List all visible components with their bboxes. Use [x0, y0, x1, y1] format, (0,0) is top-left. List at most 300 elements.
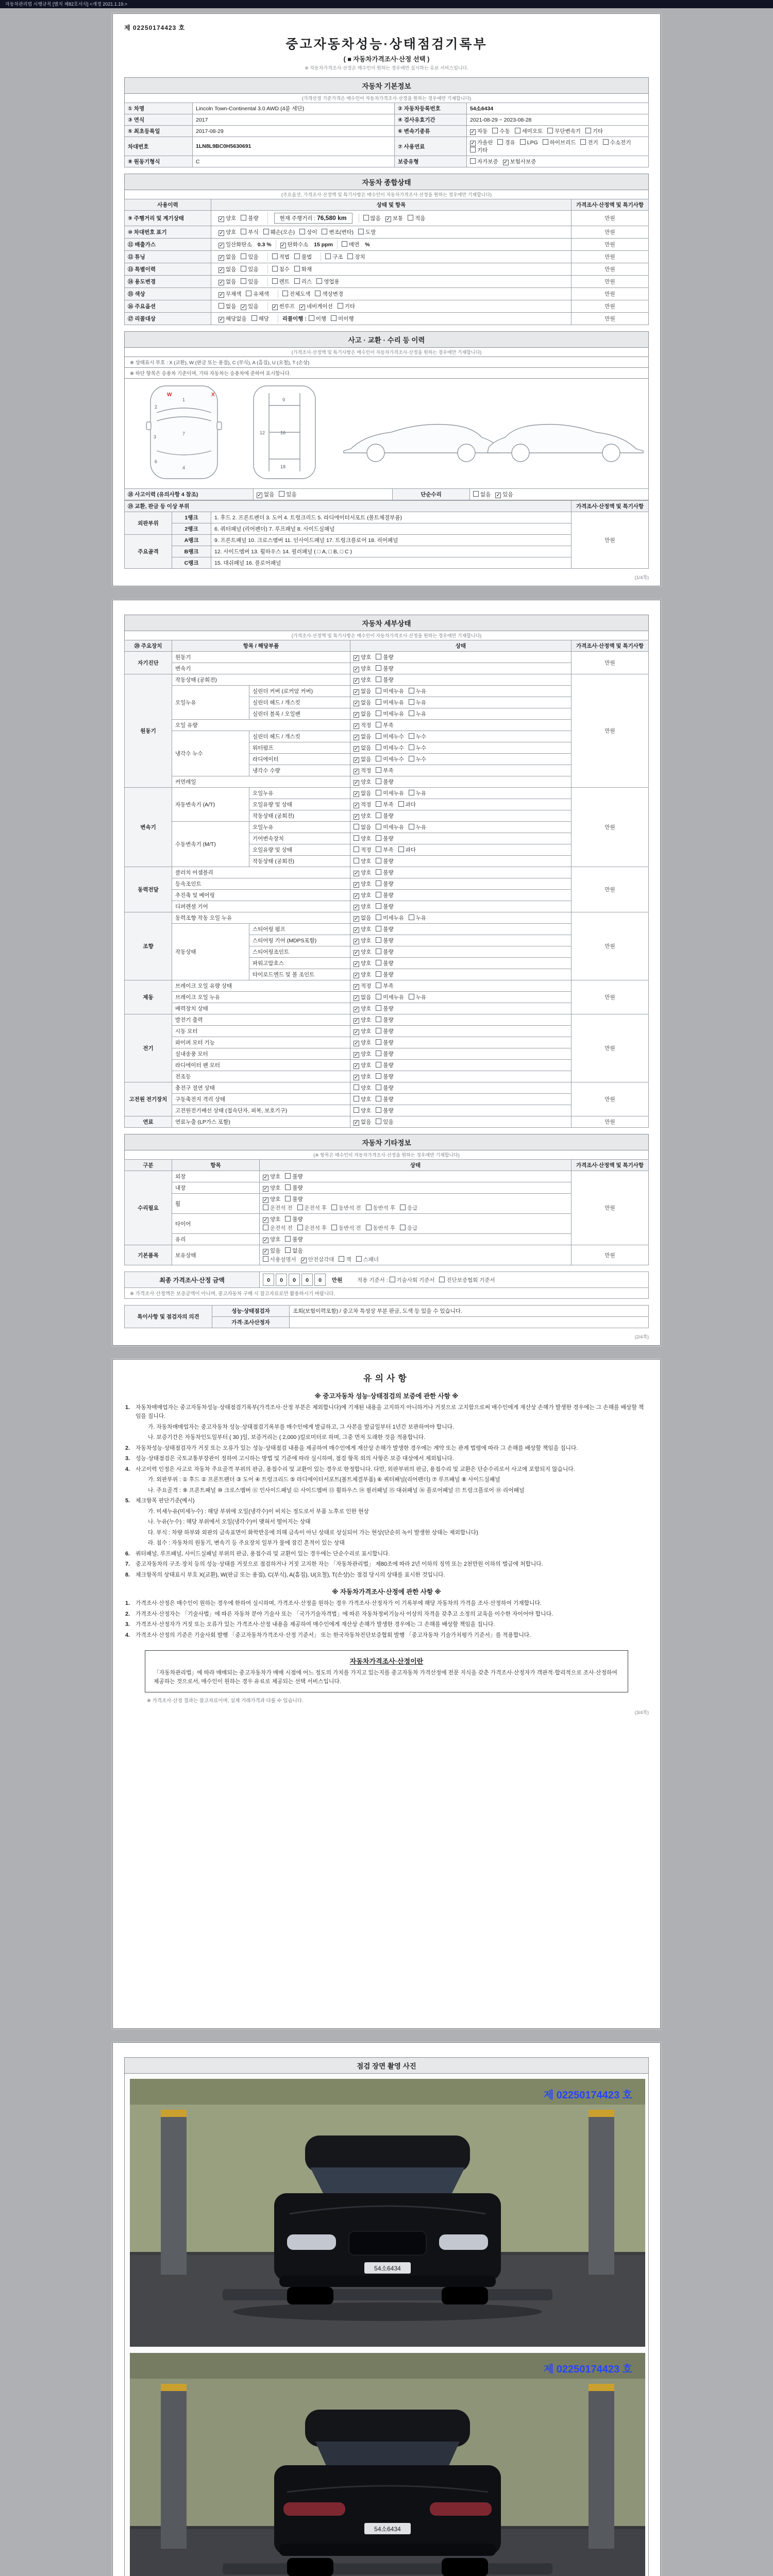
- checkbox-불량[interactable]: [376, 812, 381, 818]
- option-없음: [354, 755, 371, 763]
- checkbox-label: 양호: [361, 938, 372, 944]
- checkbox-잭[interactable]: [339, 1256, 344, 1262]
- checkbox-누유[interactable]: [409, 688, 414, 693]
- checkbox-해당[interactable]: [251, 315, 257, 321]
- option-불량: [285, 1215, 303, 1223]
- checkbox-불량[interactable]: [376, 960, 381, 965]
- checkbox-유채색[interactable]: [246, 291, 251, 296]
- checkbox-적정[interactable]: ✓: [354, 723, 359, 729]
- checkbox-양호[interactable]: ✓: [354, 1041, 359, 1046]
- checkbox-없음[interactable]: ✓: [257, 493, 262, 498]
- option-상이: [299, 228, 317, 236]
- checkbox-도말[interactable]: [358, 229, 364, 234]
- checkbox-동반석 전[interactable]: [331, 1225, 337, 1230]
- etc-item: 외장: [172, 1171, 260, 1182]
- checkbox-불량[interactable]: [376, 1107, 381, 1113]
- checkbox-양호[interactable]: ✓: [354, 1075, 359, 1080]
- checkbox-양호[interactable]: ✓: [354, 893, 359, 899]
- checkbox-기타[interactable]: [585, 128, 591, 133]
- checkbox-있음[interactable]: ✓: [241, 304, 246, 310]
- option-보험사보증: [503, 158, 536, 165]
- option-적정: [354, 846, 371, 854]
- checkbox-label: 변조(변타): [329, 229, 354, 235]
- checkbox-불량[interactable]: [376, 1005, 381, 1011]
- checkbox-없음[interactable]: ✓: [354, 689, 359, 695]
- checkbox-불량[interactable]: [376, 1050, 381, 1056]
- detail-status: [350, 788, 572, 799]
- checkbox-누수[interactable]: [409, 756, 414, 761]
- device-group-제동: 제동: [125, 980, 172, 1014]
- option-스패너: [356, 1256, 379, 1263]
- checkbox-label: 부족: [383, 768, 394, 774]
- etc-group-기본품목: 기본품목: [125, 1245, 172, 1265]
- status-group: [267, 277, 348, 286]
- checkbox-있음[interactable]: [376, 1118, 381, 1124]
- checkbox-양호[interactable]: [354, 835, 359, 841]
- checkbox-보통[interactable]: ✓: [386, 216, 391, 222]
- checkbox-label: 미세누유: [383, 688, 404, 694]
- option-불량: [376, 971, 393, 978]
- notice-text: 성능·상태점검은 국토교통부장관이 정하여 고시하는 방법 및 기준에 따라 실시하며, 점검 항목 외의 사항은 보증 대상에서 제외됩니다.: [136, 1455, 454, 1462]
- checkbox-세미오토[interactable]: [515, 128, 520, 133]
- checkbox-부족[interactable]: [376, 767, 381, 773]
- section-detail-title: 자동차 세부상태: [124, 615, 649, 631]
- checkbox-렌트[interactable]: [272, 278, 278, 284]
- checkbox-있음[interactable]: [241, 266, 246, 272]
- checkbox-불량[interactable]: [376, 1084, 381, 1090]
- checkbox-양호[interactable]: [354, 1107, 359, 1113]
- option-유채색: [246, 290, 268, 298]
- checkbox-양호[interactable]: ✓: [354, 814, 359, 820]
- checkbox-없음[interactable]: [285, 1247, 291, 1253]
- option-불량: [376, 857, 393, 865]
- checkbox-응급[interactable]: [400, 1225, 406, 1230]
- checkbox-운전석 전[interactable]: [263, 1225, 268, 1230]
- option-없음: [354, 744, 371, 752]
- checkbox-label: 상이: [307, 229, 317, 235]
- checkbox-불량[interactable]: [376, 676, 381, 682]
- option-불량: [376, 812, 393, 820]
- notice-number: 4.: [125, 1632, 130, 1638]
- checkbox-누유[interactable]: [409, 824, 414, 829]
- checkbox-적법[interactable]: [272, 253, 278, 259]
- summary-header: 사용이력: [125, 199, 211, 211]
- option-양호: [354, 1095, 371, 1103]
- option-경유: [497, 139, 515, 146]
- price-digit-boxes: [263, 1277, 327, 1283]
- notice-item: [125, 1571, 648, 1580]
- checkbox-label: 진단보증협회 기준서: [446, 1277, 495, 1283]
- checkbox-없음[interactable]: ✓: [219, 267, 224, 273]
- notice-number: 3.: [125, 1455, 130, 1462]
- checkbox-양호[interactable]: ✓: [354, 950, 359, 956]
- checkbox-부족[interactable]: [376, 982, 381, 988]
- device-group-동력전달: 동력전달: [125, 867, 172, 912]
- checkbox-누유[interactable]: [409, 994, 414, 999]
- checkbox-없음[interactable]: ✓: [354, 735, 359, 740]
- checkbox-불량[interactable]: [285, 1173, 291, 1179]
- checkbox-없음[interactable]: [354, 824, 359, 829]
- checkbox-색상변경[interactable]: [315, 291, 321, 296]
- checkbox-없음[interactable]: ✓: [354, 746, 359, 752]
- summary-label: ⑩ 차대번호 표기: [125, 226, 211, 239]
- checkbox-양호[interactable]: ✓: [354, 667, 359, 672]
- checkbox-양호[interactable]: ✓: [354, 871, 359, 876]
- checkbox-label: 미세누유: [383, 790, 404, 796]
- checkbox-label: 네비게이션: [307, 303, 333, 310]
- checkbox-label: 양호: [361, 654, 372, 660]
- checkbox-불법[interactable]: [294, 253, 300, 259]
- checkbox-과다[interactable]: [398, 846, 404, 852]
- detail-status: [350, 969, 572, 980]
- checkbox-동반석 전[interactable]: [331, 1205, 337, 1210]
- checkbox-사용설명서[interactable]: [263, 1256, 268, 1262]
- checkbox-label: 수소전기: [610, 140, 631, 146]
- checkbox-없음[interactable]: [473, 491, 479, 497]
- checkbox-양호[interactable]: ✓: [354, 1063, 359, 1069]
- checkbox-불량[interactable]: [376, 1073, 381, 1079]
- checkbox-불량[interactable]: [376, 1062, 381, 1067]
- checkbox-안전삼각대[interactable]: ✓: [301, 1258, 306, 1263]
- checkbox-자동[interactable]: ✓: [470, 129, 475, 135]
- checkbox-전기[interactable]: [580, 139, 586, 145]
- checkbox-구조[interactable]: [325, 253, 331, 259]
- etc-status: [260, 1182, 572, 1194]
- checkbox-양호[interactable]: ✓: [354, 1018, 359, 1024]
- checkbox-부족[interactable]: [376, 722, 381, 727]
- rank-label: A랭크: [172, 535, 211, 546]
- checkbox-불량[interactable]: [241, 215, 246, 221]
- checkbox-없음[interactable]: ✓: [219, 280, 224, 285]
- notice-item: [125, 1539, 648, 1548]
- checkbox-매연[interactable]: [342, 241, 347, 247]
- checkbox-불량[interactable]: [376, 869, 381, 875]
- price-cell: 만원: [572, 300, 649, 313]
- option-부족: [376, 721, 393, 729]
- basic-field-value: 2017: [193, 114, 395, 126]
- checkbox-자가보증[interactable]: [470, 158, 476, 164]
- option-리스: [294, 278, 312, 285]
- checkbox-label: 양호: [361, 892, 372, 899]
- checkbox-미세누유[interactable]: [376, 914, 381, 920]
- option-없음: [285, 1247, 303, 1255]
- checkbox-진단보증협회 기준서[interactable]: [439, 1277, 445, 1282]
- checkbox-적음[interactable]: [408, 215, 413, 221]
- checkbox-미세누유[interactable]: [376, 824, 381, 829]
- detail-subitem: 파워고압호스: [249, 958, 350, 969]
- notice-text: 중고자동차의 구조·장치 등의 성능·상태를 거짓으로 점검하거나 거짓 고지한 자는 「자동차관리법」 제80조에 따라 2년 이하의 징역 또는 2천만원 이하의 벌금에 처합니다.: [136, 1561, 543, 1568]
- svg-text:X: X: [211, 392, 215, 398]
- checkbox-누유[interactable]: [409, 699, 414, 705]
- checkbox-양호[interactable]: [354, 1096, 359, 1101]
- checkbox-미세누수[interactable]: [376, 756, 381, 761]
- checkbox-운전석 후[interactable]: [297, 1225, 303, 1230]
- checkbox-label: 양호: [361, 1108, 372, 1114]
- checkbox-썬루프[interactable]: ✓: [272, 304, 277, 310]
- checkbox-label: 누수: [415, 734, 427, 740]
- detail-header-status: 상태: [350, 640, 572, 652]
- checkbox-양호[interactable]: ✓: [263, 1197, 268, 1203]
- checkbox-화재[interactable]: [294, 266, 300, 272]
- checkbox-부식[interactable]: [241, 229, 246, 234]
- checkbox-스패너[interactable]: [356, 1256, 362, 1262]
- detail-row: [125, 1014, 649, 1026]
- checkbox-수동[interactable]: [492, 128, 498, 133]
- checkbox-불량[interactable]: [376, 1039, 381, 1045]
- checkbox-미세누유[interactable]: [376, 790, 381, 795]
- checkbox-없음[interactable]: ✓: [354, 757, 359, 763]
- price-appraisal-select[interactable]: ( ■ 자동차가격조사·산정 선택 ): [343, 56, 430, 63]
- detail-status: [350, 731, 572, 742]
- checkbox-동반석 후[interactable]: [366, 1225, 372, 1230]
- inspection-photo-front: [130, 2079, 645, 2347]
- notice-text: 나. 주요골격 : ⑨ 프론트패널 ⑩ 크로스멤버 ⑪ 인사이드패널 ⑫ 사이드멤버 ⑬ 휠하우스 ⑭ 필러패널 ⑮ 대쉬패널 ⑯ 플로어패널 ⑰ 트렁크플로어 ⑱ 리어패널: [148, 1487, 525, 1494]
- checkbox-있음[interactable]: ✓: [263, 1249, 268, 1255]
- checkbox-없음[interactable]: ✓: [354, 995, 359, 1001]
- checkbox-기술사회 기준서[interactable]: [390, 1277, 395, 1282]
- price-cell: 만원: [572, 1082, 649, 1116]
- checkbox-양호[interactable]: ✓: [354, 1029, 359, 1035]
- checkbox-없음[interactable]: [219, 303, 224, 309]
- checkbox-운전석 후[interactable]: [297, 1205, 303, 1210]
- checkbox-없음[interactable]: ✓: [354, 1120, 359, 1126]
- checkbox-네비게이션[interactable]: ✓: [300, 304, 305, 310]
- checkbox-부족[interactable]: [376, 801, 381, 807]
- option-양호: [263, 1235, 280, 1243]
- checkbox-많음[interactable]: [363, 215, 369, 221]
- checkbox-탄화수소[interactable]: ✓: [280, 243, 285, 248]
- checkbox-양호[interactable]: ✓: [354, 939, 359, 944]
- checkbox-양호[interactable]: [354, 1084, 359, 1090]
- detail-row: [125, 788, 649, 799]
- checkbox-label: 운전석 전: [270, 1205, 293, 1211]
- option-장치: [347, 253, 365, 261]
- checkbox-무단변속기[interactable]: [547, 128, 553, 133]
- checkbox-불량[interactable]: [376, 665, 381, 671]
- checkbox-양호[interactable]: ✓: [354, 973, 359, 978]
- checkbox-기타[interactable]: [470, 147, 476, 152]
- checkbox-없음[interactable]: ✓: [354, 712, 359, 718]
- checkbox-양호[interactable]: ✓: [354, 882, 359, 888]
- checkbox-불량[interactable]: [376, 1016, 381, 1022]
- checkbox-누유[interactable]: [409, 710, 414, 716]
- notice-item: [125, 1610, 648, 1619]
- option-부식: [241, 228, 258, 236]
- option-양호: [263, 1195, 280, 1203]
- etc-extra-options: [263, 1224, 568, 1232]
- checkbox-침수[interactable]: [272, 266, 278, 272]
- checkbox-label: 양호: [361, 858, 372, 865]
- checkbox-장치[interactable]: [347, 253, 353, 259]
- notice-text: 체크항목의 상태표시 부호 X(교환), W(판금 또는 용접), C(부식), A(흠집), U(요철), T(손상)는 점검 당시의 상태를 표시한 것입니다.: [136, 1571, 445, 1578]
- checkbox-label: 하이브리드: [549, 140, 576, 146]
- detail-item: 충전구 절연 상태: [172, 1082, 350, 1094]
- option-많음: [363, 214, 381, 222]
- checkbox-일산화탄소[interactable]: ✓: [219, 243, 224, 248]
- checkbox-불량[interactable]: [285, 1236, 291, 1242]
- checkbox-불량[interactable]: [376, 948, 381, 954]
- checkbox-미세누유[interactable]: [376, 994, 381, 999]
- checkbox-양호[interactable]: ✓: [219, 230, 224, 236]
- notice-number: 8.: [125, 1571, 130, 1578]
- checkbox-label: 불량: [248, 215, 259, 222]
- checkbox-불량[interactable]: [376, 858, 381, 863]
- notice-item: [125, 1403, 648, 1421]
- checkbox-양호[interactable]: ✓: [354, 1052, 359, 1058]
- etc-row: [125, 1245, 649, 1265]
- checkbox-label: 부족: [383, 802, 394, 808]
- checkbox-label: 탄화수소: [287, 242, 309, 248]
- checkbox-하이브리드[interactable]: [543, 139, 548, 145]
- final-price-label: 최종 가격조사·산정 금액: [125, 1272, 260, 1288]
- checkbox-LPG[interactable]: [520, 139, 526, 145]
- checkbox-불량[interactable]: [376, 971, 381, 977]
- checkbox-양호[interactable]: ✓: [263, 1186, 268, 1192]
- checkbox-label: 무단변속기: [554, 128, 581, 134]
- checkbox-불량[interactable]: [376, 654, 381, 659]
- checkbox-불량[interactable]: [285, 1184, 291, 1190]
- checkbox-없음[interactable]: ✓: [354, 701, 359, 706]
- summary-label: ⑬ 특별이력: [125, 263, 211, 276]
- checkbox-label: 누유: [415, 688, 427, 694]
- checkbox-있음[interactable]: ✓: [496, 493, 500, 498]
- detail-status: [350, 890, 572, 901]
- checkbox-미세누유[interactable]: [376, 688, 381, 693]
- checkbox-있음[interactable]: [279, 491, 284, 497]
- detail-row: [125, 674, 649, 686]
- checkbox-label: 응급: [407, 1225, 418, 1231]
- checkbox-없음[interactable]: ✓: [219, 255, 224, 261]
- checkbox-전체도색[interactable]: [282, 291, 288, 296]
- notice-text: 자동차성능·상태점검자가 거짓 또는 오류가 있는 성능·상태점검 내용을 제공하여 매수인에게 재산상 손해가 발생한 경우에는 계약 또는 관계 법령에 따라 그 손해를 배상할 책임을 집니다.: [136, 1445, 578, 1451]
- checkbox-미세누유[interactable]: [376, 710, 381, 716]
- checkbox-불량[interactable]: [376, 1028, 381, 1033]
- option-없음: [219, 265, 236, 273]
- checkbox-양호[interactable]: ✓: [354, 678, 359, 684]
- checkbox-양호[interactable]: ✓: [219, 216, 224, 222]
- checkbox-미세누수[interactable]: [376, 733, 381, 739]
- checkbox-해당없음[interactable]: ✓: [219, 317, 224, 323]
- checkbox-기타[interactable]: [338, 303, 343, 309]
- checkbox-불량[interactable]: [285, 1216, 291, 1222]
- checkbox-있음[interactable]: [241, 253, 246, 259]
- checkbox-있음[interactable]: [241, 278, 246, 284]
- checkbox-상이[interactable]: [299, 229, 305, 234]
- checkbox-양호[interactable]: ✓: [354, 1007, 359, 1012]
- checkbox-불량[interactable]: [376, 1096, 381, 1101]
- checkbox-미세누유[interactable]: [376, 699, 381, 705]
- basic-field-value: 1LN8L9BC0H5630691: [193, 137, 395, 156]
- checkbox-label: 운전석 후: [304, 1225, 327, 1231]
- checkbox-불량[interactable]: [285, 1196, 291, 1201]
- checkbox-응급[interactable]: [400, 1205, 406, 1210]
- checkbox-리스[interactable]: [294, 278, 300, 284]
- checkbox-양호[interactable]: [354, 858, 359, 863]
- notice-item: [125, 1599, 648, 1608]
- checkbox-label: 동반석 전: [339, 1225, 361, 1231]
- option-양호: [354, 1073, 371, 1080]
- checkbox-label: 불량: [383, 1074, 394, 1080]
- checkbox-변조(변타)[interactable]: [322, 229, 327, 234]
- checkbox-누수[interactable]: [409, 744, 414, 750]
- checkbox-수소전기[interactable]: [603, 139, 609, 145]
- checkbox-부족[interactable]: [376, 846, 381, 852]
- checkbox-양호[interactable]: ✓: [354, 961, 359, 967]
- checkbox-영업용[interactable]: [316, 278, 322, 284]
- checkbox-없음[interactable]: ✓: [354, 791, 359, 797]
- checkbox-경유[interactable]: [497, 139, 503, 145]
- checkbox-label: 불량: [383, 949, 394, 955]
- checkbox-보험사보증[interactable]: ✓: [503, 160, 508, 165]
- notice-number: 5.: [125, 1498, 130, 1504]
- detail-status: [350, 924, 572, 935]
- option-미세누수: [376, 733, 404, 740]
- checkbox-양호[interactable]: ✓: [263, 1217, 268, 1223]
- checkbox-불량[interactable]: [376, 880, 381, 886]
- checkbox-미세누수[interactable]: [376, 744, 381, 750]
- checkbox-누유[interactable]: [409, 790, 414, 795]
- checkbox-양호[interactable]: ✓: [354, 655, 359, 661]
- checkbox-훼손(오손)[interactable]: [263, 229, 269, 234]
- detail-subitem: 오일유량 및 상태: [249, 799, 350, 810]
- checkbox-양호[interactable]: ✓: [354, 927, 359, 933]
- checkbox-불량[interactable]: [376, 937, 381, 943]
- checkbox-적정[interactable]: [354, 846, 359, 852]
- checkbox-누유[interactable]: [409, 914, 414, 920]
- checkbox-양호[interactable]: ✓: [354, 780, 359, 786]
- measurement-value: 0.3 %: [257, 242, 272, 248]
- checkbox-가솔린[interactable]: ✓: [470, 141, 475, 146]
- svg-text:W: W: [167, 392, 172, 398]
- checkbox-무채색[interactable]: ✓: [219, 292, 224, 298]
- checkbox-없음[interactable]: ✓: [354, 916, 359, 922]
- checkbox-label: LPG: [527, 140, 538, 146]
- rank-items: 15. 대쉬패널 16. 플로어패널: [211, 557, 572, 569]
- checkbox-누수[interactable]: [409, 733, 414, 739]
- checkbox-미이행[interactable]: [331, 315, 337, 321]
- checkbox-label: 누수: [415, 745, 427, 751]
- checkbox-동반석 후[interactable]: [366, 1205, 372, 1210]
- checkbox-적정[interactable]: ✓: [354, 984, 359, 990]
- checkbox-label: 미이행: [338, 316, 354, 322]
- checkbox-적정[interactable]: ✓: [354, 803, 359, 808]
- checkbox-불량[interactable]: [376, 778, 381, 784]
- checkbox-운전석 전[interactable]: [263, 1205, 268, 1210]
- detail-item: 원동기: [172, 652, 350, 663]
- notice-text: 가. 미세누유(미세누수) : 해당 부위에 오일(냉각수)이 비치는 정도로서 부품 노후로 인한 현상: [148, 1508, 369, 1515]
- option-불량: [376, 1005, 393, 1012]
- checkbox-양호[interactable]: ✓: [263, 1238, 268, 1243]
- option-일산화탄소: [219, 241, 252, 248]
- opinion-table: [124, 1305, 649, 1328]
- notice-item: [125, 1465, 648, 1474]
- checkbox-양호[interactable]: ✓: [263, 1175, 268, 1180]
- checkbox-불량[interactable]: [376, 892, 381, 897]
- checkbox-과다[interactable]: [398, 801, 404, 807]
- etc-status: [260, 1214, 572, 1234]
- checkbox-양호[interactable]: ✓: [354, 905, 359, 910]
- checkbox-적정[interactable]: ✓: [354, 769, 359, 774]
- section-detail-caption: (가격조사·산정액 및 특기사항은 매수인이 자동차가격조사·산정을 원하는 경우에만 기재합니다): [124, 631, 649, 640]
- checkbox-불량[interactable]: [376, 835, 381, 841]
- checkbox-불량[interactable]: [376, 926, 381, 931]
- accident-history-row: [125, 489, 649, 500]
- checkbox-이행[interactable]: [309, 315, 314, 321]
- detail-header-row: [125, 640, 649, 652]
- checkbox-불량[interactable]: [376, 903, 381, 909]
- detail-item: 시동 모터: [172, 1026, 350, 1037]
- detail-row: [125, 1037, 649, 1048]
